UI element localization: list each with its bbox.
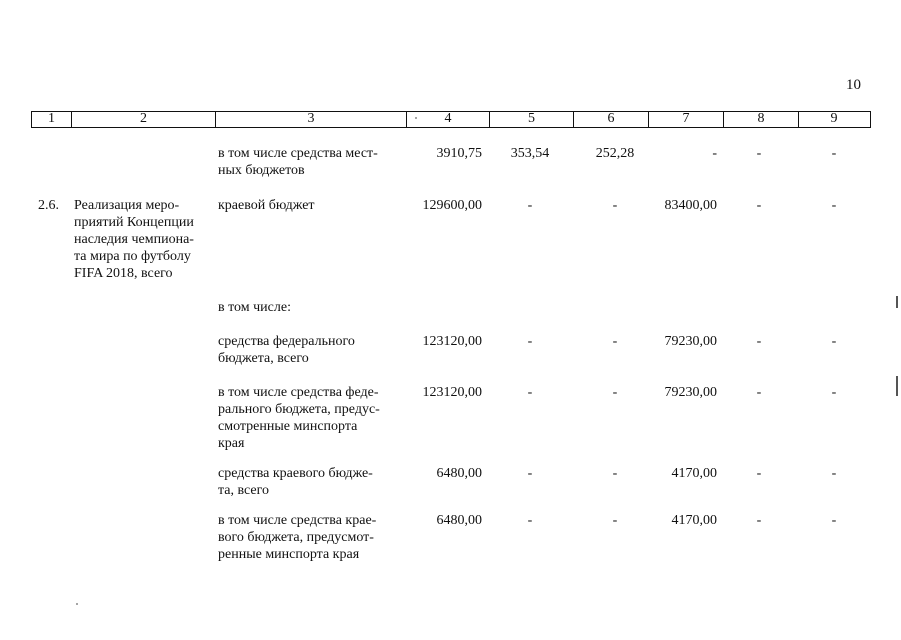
value-col-4: 3910,75: [436, 146, 482, 161]
value-col-8: -: [756, 466, 762, 481]
value-col-7: 83400,00: [664, 198, 717, 213]
value-col-6: -: [612, 198, 618, 213]
value-col-7: 79230,00: [664, 334, 717, 349]
value-col-5: -: [527, 466, 533, 481]
scan-edge-mark: [896, 376, 898, 396]
value-col-8: -: [756, 146, 762, 161]
value-col-9: -: [831, 385, 837, 400]
funding-source: средства краевого бюдже- та, всего: [218, 466, 373, 498]
column-header-6: 6: [573, 112, 648, 127]
value-col-4: 123120,00: [422, 334, 482, 349]
value-col-6: -: [612, 513, 618, 528]
column-header-4: 4: [406, 112, 489, 127]
value-col-9: -: [831, 146, 837, 161]
value-col-4: 129600,00: [422, 198, 482, 213]
value-col-9: -: [831, 513, 837, 528]
value-col-4: 6480,00: [436, 466, 482, 481]
scan-speck: [76, 603, 78, 605]
scan-edge-mark: [896, 296, 898, 308]
column-header-8: 8: [723, 112, 798, 127]
value-col-8: -: [756, 334, 762, 349]
value-col-7: -: [712, 146, 717, 161]
funding-source: в том числе средства мест- ных бюджетов: [218, 146, 378, 178]
value-col-5: -: [527, 198, 533, 213]
value-col-8: -: [756, 198, 762, 213]
value-col-6: -: [612, 334, 618, 349]
value-col-8: -: [756, 385, 762, 400]
scan-speck: [415, 117, 417, 119]
value-col-5: -: [527, 334, 533, 349]
funding-source: в том числе средства феде- рального бюджета, предус- смотренные минспорта края: [218, 385, 380, 451]
value-col-4: 6480,00: [436, 513, 482, 528]
value-col-9: -: [831, 466, 837, 481]
value-col-6: -: [612, 466, 618, 481]
funding-source: средства федерального бюджета, всего: [218, 334, 355, 366]
value-col-9: -: [831, 198, 837, 213]
column-header-1: 1: [48, 111, 55, 126]
value-col-6: 252,28: [595, 146, 635, 161]
column-header-7: 7: [648, 112, 723, 127]
value-col-9: -: [831, 334, 837, 349]
page-number: 10: [846, 77, 861, 93]
value-col-7: 4170,00: [671, 513, 717, 528]
value-col-5: 353,54: [510, 146, 550, 161]
value-col-4: 123120,00: [422, 385, 482, 400]
value-col-5: -: [527, 385, 533, 400]
column-header-3: 3: [215, 112, 406, 127]
value-col-6: -: [612, 385, 618, 400]
value-col-7: 79230,00: [664, 385, 717, 400]
funding-source: в том числе:: [218, 300, 291, 315]
funding-source: краевой бюджет: [218, 198, 315, 213]
value-col-5: -: [527, 513, 533, 528]
row-number: 2.6.: [38, 198, 59, 213]
table-column-numbers: [31, 111, 871, 128]
value-col-8: -: [756, 513, 762, 528]
column-header-5: 5: [489, 112, 573, 127]
value-col-7: 4170,00: [671, 466, 717, 481]
funding-source: в том числе средства крае- вого бюджета, предусмот- ренные минспорта края: [218, 513, 377, 562]
activity-name: Реализация меро- приятий Концепции наследия чемпиона- та мира по футболу FIFA 2018, всего: [74, 198, 194, 281]
column-header-2: 2: [71, 112, 215, 127]
column-header-9: 9: [798, 112, 869, 127]
